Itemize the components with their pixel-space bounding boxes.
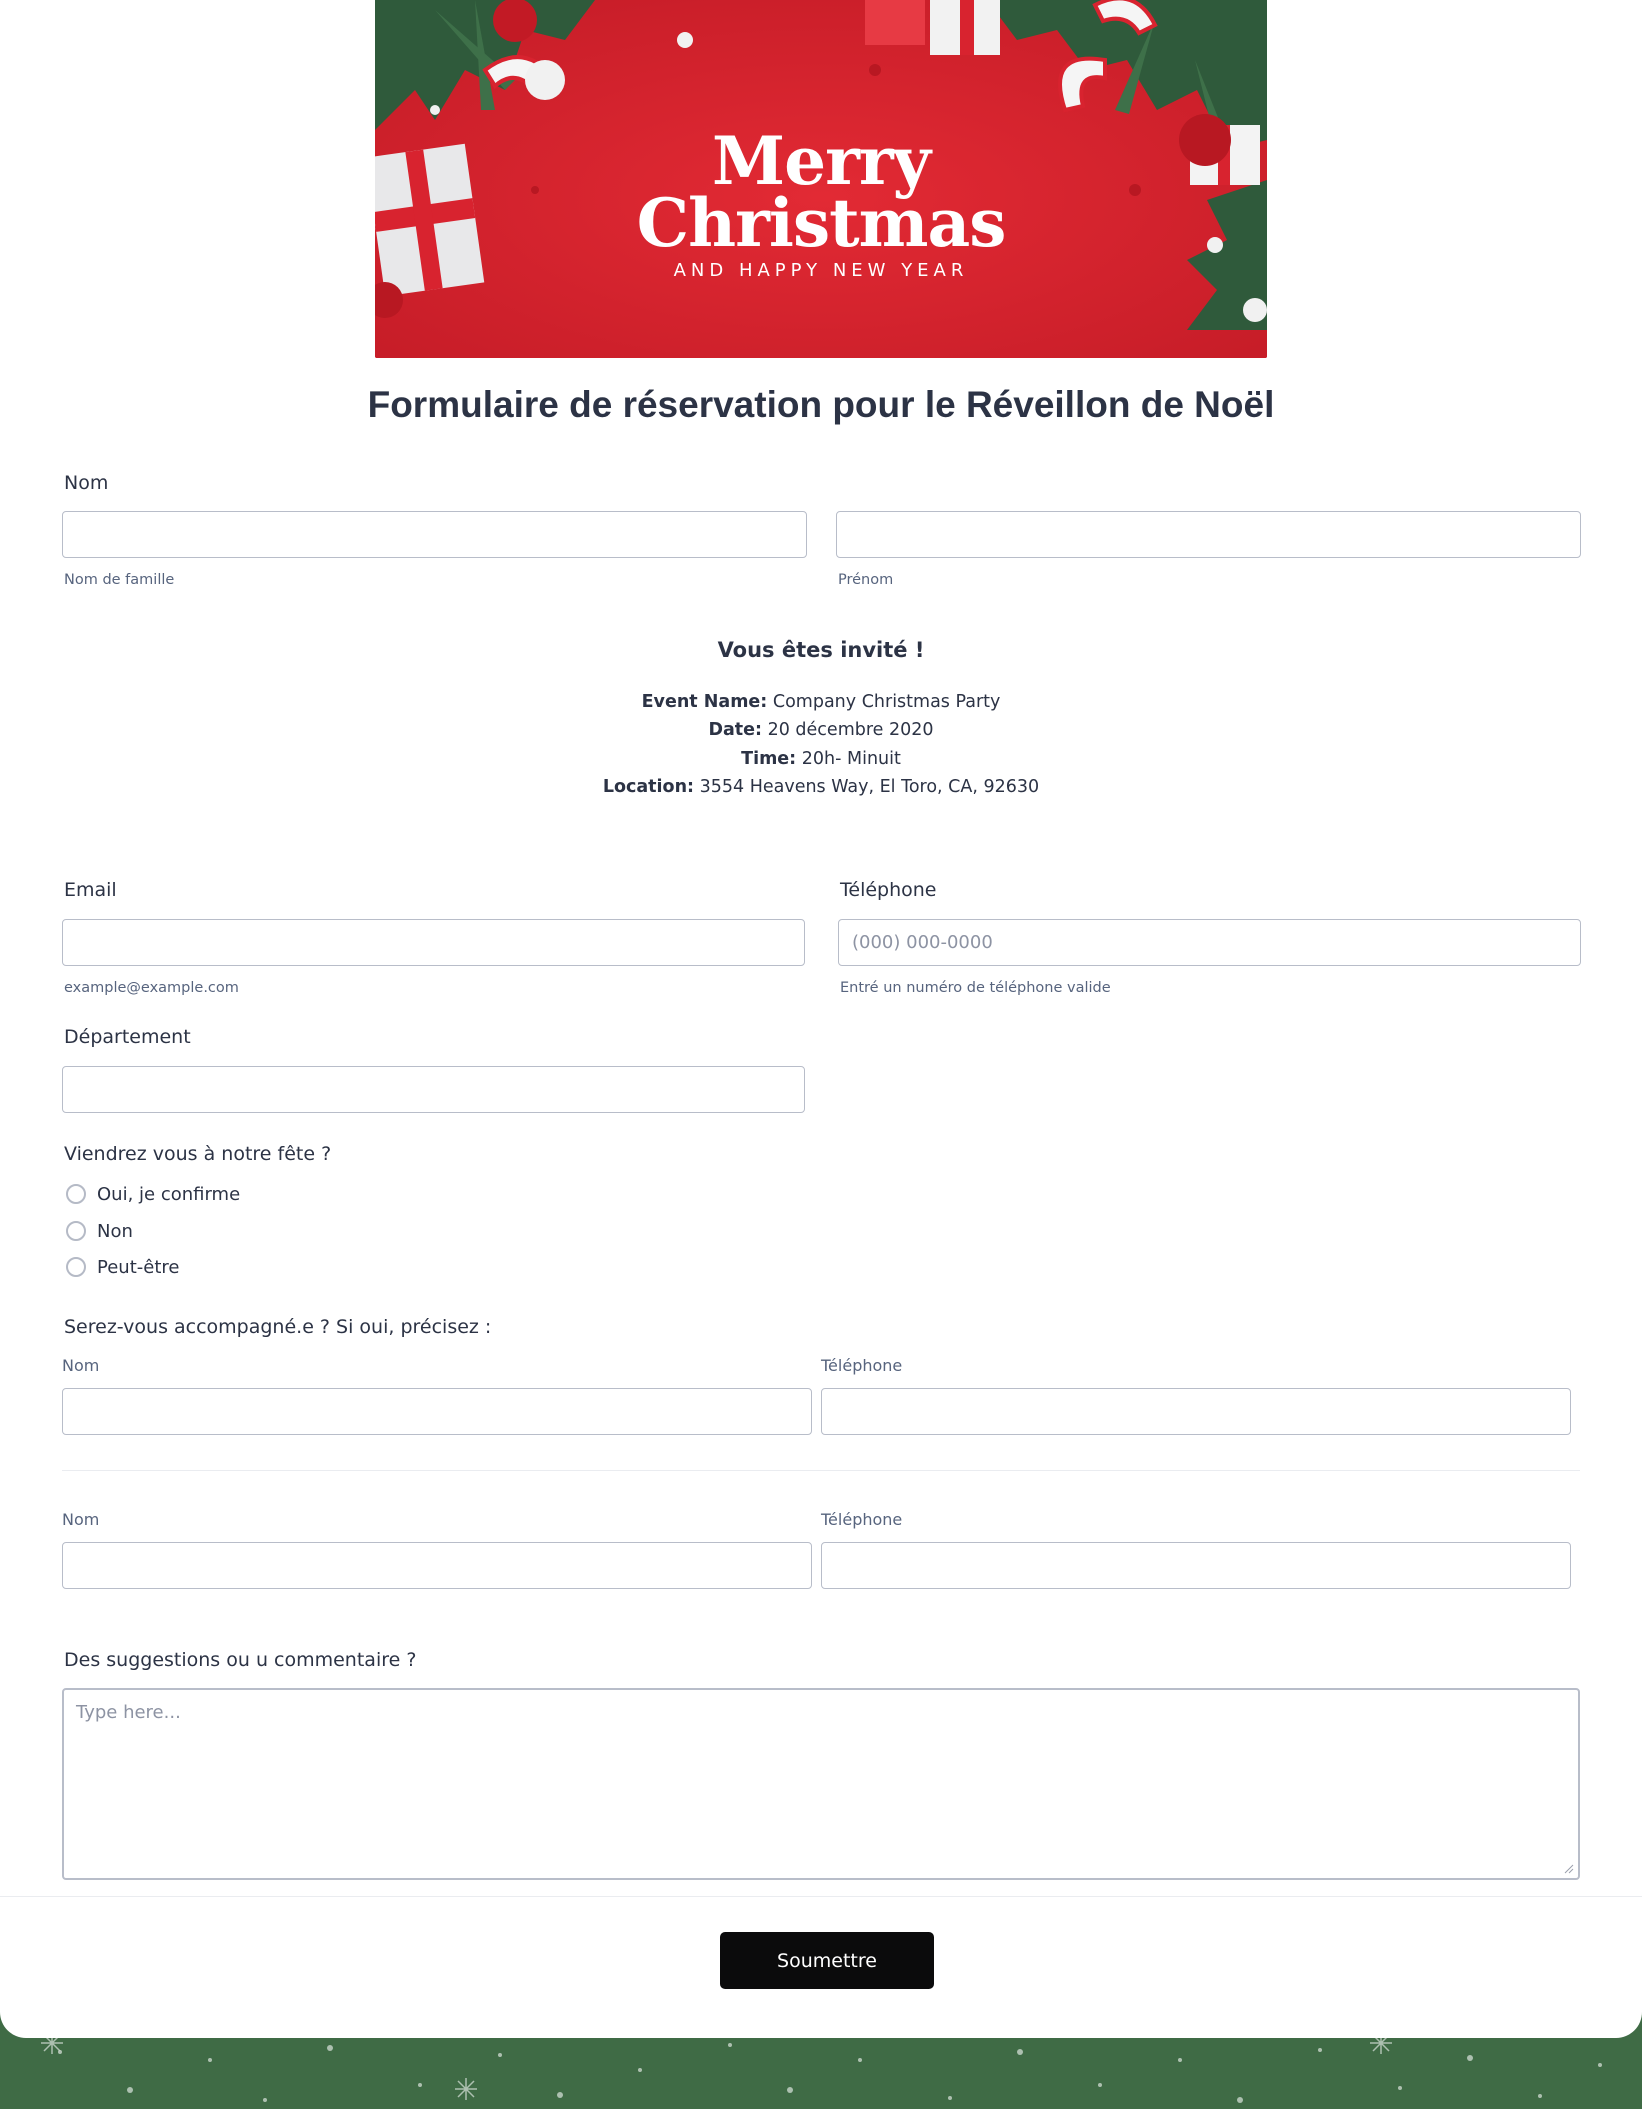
invite-value-date: 20 décembre 2020 bbox=[762, 720, 934, 740]
companion-divider bbox=[62, 1470, 1580, 1471]
invite-value-event: Company Christmas Party bbox=[767, 692, 1001, 712]
invite-key-time: Time: bbox=[741, 749, 797, 769]
name-label: Nom bbox=[64, 472, 109, 494]
radio-circle-icon[interactable] bbox=[66, 1257, 86, 1277]
invite-line-time bbox=[0, 749, 1642, 769]
radio-circle-icon[interactable] bbox=[66, 1184, 86, 1204]
companion-2-phone-label: Téléphone bbox=[821, 1510, 903, 1529]
invite-value-time: 20h- Minuit bbox=[796, 749, 901, 769]
first-name-sublabel: Prénom bbox=[838, 572, 894, 588]
email-label: Email bbox=[64, 879, 117, 901]
banner-line-christmas: Christmas bbox=[636, 184, 1006, 262]
attendance-option-no[interactable] bbox=[66, 1218, 133, 1244]
footer-divider bbox=[0, 1896, 1642, 1897]
attendance-option-label: Non bbox=[97, 1220, 133, 1242]
first-name-input[interactable] bbox=[836, 511, 1581, 558]
companion-2-name-label: Nom bbox=[62, 1510, 100, 1529]
companion-1-phone-label: Téléphone bbox=[821, 1356, 903, 1375]
comments-label: Des suggestions ou u commentaire ? bbox=[64, 1649, 417, 1671]
attendance-label: Viendrez vous à notre fête ? bbox=[64, 1143, 332, 1165]
attendance-option-yes[interactable] bbox=[66, 1181, 240, 1207]
department-label: Département bbox=[64, 1026, 191, 1048]
invite-line-location bbox=[0, 777, 1642, 797]
invite-heading: Vous êtes invité ! bbox=[717, 638, 925, 662]
invite-line-date bbox=[0, 720, 1642, 740]
invite-line-event bbox=[0, 692, 1642, 712]
submit-button[interactable]: Soumettre bbox=[720, 1932, 934, 1989]
companion-label: Serez-vous accompagné.e ? Si oui, précisez : bbox=[64, 1316, 492, 1338]
invite-value-location: 3554 Heavens Way, El Toro, CA, 92630 bbox=[694, 777, 1040, 797]
last-name-sublabel: Nom de famille bbox=[64, 572, 175, 588]
department-input[interactable] bbox=[62, 1066, 805, 1113]
banner-subline: AND HAPPY NEW YEAR bbox=[673, 260, 969, 281]
comments-textarea[interactable] bbox=[62, 1688, 1580, 1880]
radio-circle-icon[interactable] bbox=[66, 1221, 86, 1241]
form-title: Formulaire de réservation pour le Réveillon de Noël bbox=[367, 384, 1275, 425]
christmas-banner bbox=[375, 0, 1267, 358]
phone-input[interactable] bbox=[838, 919, 1581, 966]
email-input[interactable] bbox=[62, 919, 805, 966]
companion-2-name-input[interactable] bbox=[62, 1542, 812, 1589]
email-sublabel: example@example.com bbox=[64, 980, 239, 996]
banner-greeting bbox=[375, 122, 1267, 281]
invite-key-date: Date: bbox=[708, 720, 763, 740]
snow-pattern-footer bbox=[0, 2030, 1642, 2109]
attendance-option-label: Peut-être bbox=[97, 1256, 180, 1278]
phone-sublabel: Entré un numéro de téléphone valide bbox=[840, 980, 1111, 996]
attendance-option-label: Oui, je confirme bbox=[97, 1183, 241, 1205]
last-name-input[interactable] bbox=[62, 511, 807, 558]
banner-line-merry: Merry bbox=[712, 122, 930, 200]
companion-1-phone-input[interactable] bbox=[821, 1388, 1571, 1435]
companion-1-name-label: Nom bbox=[62, 1356, 100, 1375]
attendance-option-maybe[interactable] bbox=[66, 1254, 179, 1280]
resize-grip-icon[interactable] bbox=[1564, 1864, 1574, 1874]
phone-label: Téléphone bbox=[840, 879, 937, 901]
companion-2-phone-input[interactable] bbox=[821, 1542, 1571, 1589]
invite-key-event: Event Name: bbox=[641, 692, 768, 712]
invite-key-location: Location: bbox=[602, 777, 695, 797]
companion-1-name-input[interactable] bbox=[62, 1388, 812, 1435]
